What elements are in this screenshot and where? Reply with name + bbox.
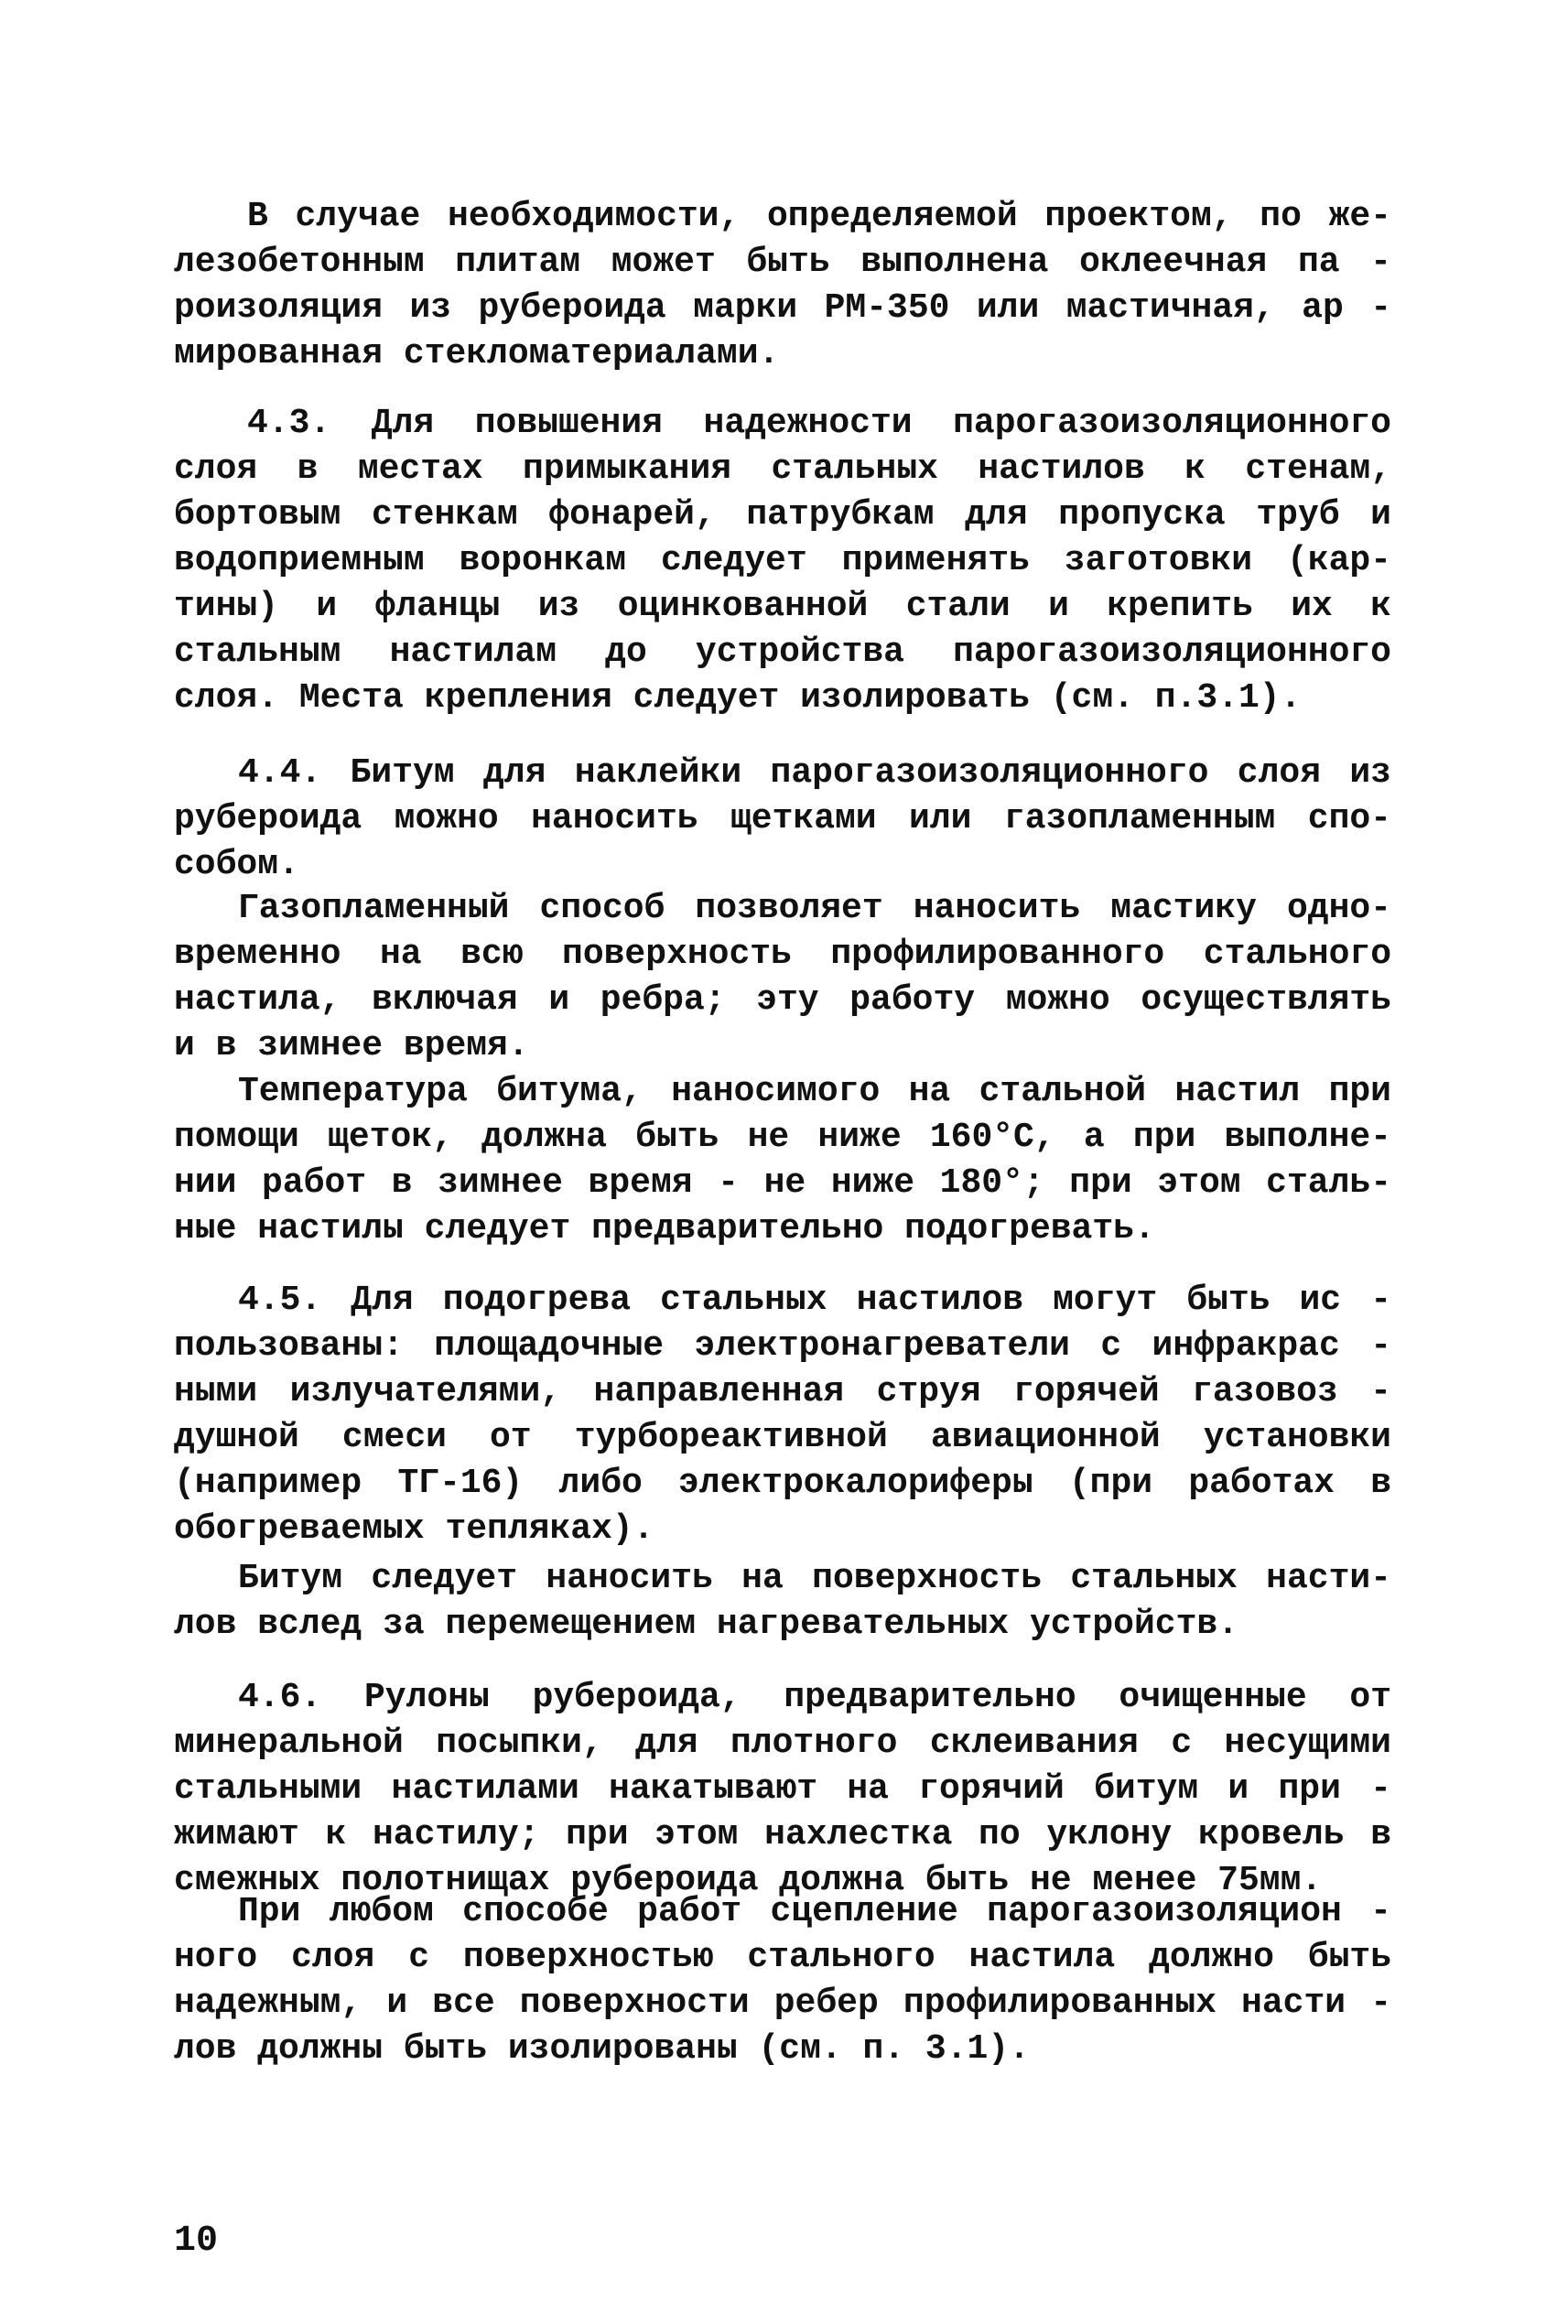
text-line: Битум следует наносить на поверхность стальных насти- (238, 1559, 1391, 1598)
text-line: собом. (174, 845, 299, 884)
text-line: При любом способе работ сцепление парогазоизоляцион - (238, 1892, 1391, 1931)
text-line: временно на всю поверхность профилированного стального (174, 935, 1391, 974)
text-line: роизоляция из рубероида марки РМ-350 или мастичная, ар - (174, 288, 1391, 328)
text-line: 4.4. Битум для наклейки парогазоизоляционного слоя из (238, 753, 1391, 793)
text-line: 4.3. Для повышения надежности парогазоизоляционного (247, 404, 1391, 443)
text-line: мированная стекломатериалами. (174, 334, 780, 373)
page-number: 10 (174, 2221, 219, 2262)
text-line: 4.6. Рулоны рубероида, предварительно очищенные от (238, 1678, 1391, 1717)
text-line: ного слоя с поверхностью стального настила должно быть (174, 1938, 1391, 1977)
text-line: лов должны быть изолированы (см. п. 3.1). (174, 2029, 1030, 2069)
text-line: и в зимнее время. (174, 1026, 529, 1065)
text-line: лов вслед за перемещением нагревательных устройств. (174, 1605, 1238, 1644)
text-line: 4.5. Для подогрева стальных настилов могут быть ис - (238, 1281, 1391, 1320)
text-line: помощи щеток, должна быть не ниже 160°С, а при выполне- (174, 1118, 1391, 1157)
text-line: обогреваемых тепляках). (174, 1509, 654, 1549)
paragraph-bitumen-temperature (174, 1069, 1391, 1252)
text-line: стальным настилам до устройства парогазоизоляционного (174, 632, 1391, 672)
text-line: стальными настилами накатывают на горячий битум и при - (174, 1769, 1391, 1809)
text-line: душной смеси от турбореактивной авиационной установки (174, 1418, 1391, 1457)
text-line: пользованы: площадочные электронагреватели с инфракрас - (174, 1326, 1391, 1366)
text-line: Газопламенный способ позволяет наносить мастику одно- (238, 889, 1391, 928)
text-line: ными излучателями, направленная струя горячей газовоз - (174, 1372, 1391, 1411)
text-line: надежным, и все поверхности ребер профилированных насти - (174, 1984, 1391, 2023)
paragraph-bitumen-application (174, 1556, 1391, 1648)
text-line: минеральной посыпки, для плотного склеивания с несущими (174, 1724, 1391, 1763)
text-line: настила, включая и ребра; эту работу можно осуществлять (174, 980, 1391, 1020)
text-line: слоя. Места крепления следует изолировать (см. п.3.1). (174, 678, 1302, 718)
text-line: бортовым стенкам фонарей, патрубкам для пропуска труб и (174, 495, 1391, 535)
paragraph-gas-flame-method (174, 886, 1391, 1069)
text-line: смежных полотнищах рубероида должна быть не менее 75мм. (174, 1861, 1323, 1900)
text-line: лезобетонным плитам может быть выполнена оклеечная па - (174, 243, 1391, 282)
paragraph-adhesion (174, 1889, 1391, 2072)
paragraph-waterproofing-option (174, 194, 1391, 377)
text-line: В случае необходимости, определяемой проектом, по же- (247, 197, 1391, 236)
text-line: (например ТГ-16) либо электрокалориферы (при работах в (174, 1464, 1391, 1503)
paragraph-4-5 (174, 1278, 1391, 1552)
text-line: слоя в местах примыкания стальных настилов к стенам, (174, 449, 1391, 489)
text-line: жимают к настилу; при этом нахлестка по уклону кровель в (174, 1815, 1391, 1854)
text-line: ные настилы следует предварительно подогревать. (174, 1209, 1155, 1248)
text-line: тины) и фланцы из оцинкованной стали и крепить их к (174, 587, 1391, 626)
text-line: Температура битума, наносимого на стальной настил при (238, 1072, 1391, 1111)
text-line: водоприемным воронкам следует применять заготовки (кар- (174, 541, 1391, 580)
paragraph-4-3 (174, 401, 1391, 721)
paragraph-4-4 (174, 751, 1391, 888)
text-line: рубероида можно наносить щетками или газопламенным спо- (174, 799, 1391, 838)
paragraph-4-6 (174, 1675, 1391, 1904)
text-line: нии работ в зимнее время - не ниже 180°; при этом сталь- (174, 1163, 1391, 1203)
